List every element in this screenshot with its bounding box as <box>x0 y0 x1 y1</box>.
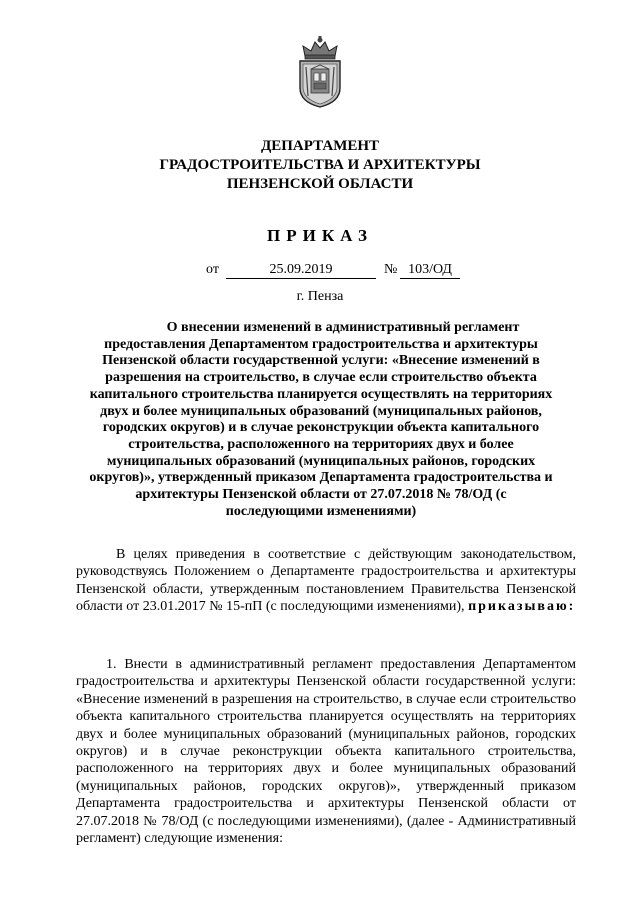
date-prefix: от <box>206 262 219 277</box>
order-title-text: О внесении изменений в административный регламент предоставления Департаментом градостроительства и архитектуры Пензенской области государственной услуги: «Внесение изменений в разрешения на строительство, в случае если строительство объекта капитального строительства планируется осуществлять на территориях двух и более муниципальных образований (муниципальных районов, городских округов) и в случае реконструкции объекта капитального строительства, расположенного на территориях двух и более муниципальных образований (муниципальных районов, городских округов)», утвержденный приказом Департамента градостроительства и архитектуры Пензенской области от 27.07.2018 № 78/ОД (с последующими изменениями) <box>89 320 553 519</box>
item-1-text: 1. Внести в административный регламент предоставления Департаментом градостроительства и архитектуры Пензенской области государственной услуги: «Внесение изменений в разрешения на строительство, в случае если строительство объекта капитального строительства планируется осуществлять на территориях двух и более муниципальных образований (муниципальных районов, городских округов) и в случае реконструкции объекта капитального строительства, расположенного на территориях двух и более муниципальных образований (муниципальных районов, городских округов)», утвержденный приказом Департамента градостроительства и архитектуры Пензенской области от 27.07.2018 № 78/ОД (с последующими изменениями), (далее - Административный регламент) следующие изменения: <box>76 657 576 847</box>
coat-of-arms-emblem <box>291 36 349 108</box>
department-name-line-1: ДЕПАРТАМЕНТ <box>260 138 380 154</box>
order-heading: ПРИКАЗ <box>267 226 373 245</box>
order-title <box>86 320 556 520</box>
order-date: 25.09.2019 <box>226 262 376 279</box>
item-1-paragraph <box>76 656 576 847</box>
date-number-line <box>0 262 640 282</box>
order-number: 103/ОД <box>400 262 460 279</box>
department-name-line-3: ПЕНЗЕНСКОЙ ОБЛАСТИ <box>226 176 414 192</box>
preamble-text: В целях приведения в соответствие с действующим законодательством, руководствуясь Положением о Департаменте градостроительства и архитектуры Пензенской области, утвержденным постановлением Правительства Пензенской области от 23.01.2017 № 15-пП (с последующими изменениями), <box>76 547 576 615</box>
department-name-line-2: ГРАДОСТРОИТЕЛЬСТВА И АРХИТЕКТУРЫ <box>159 157 481 173</box>
order-verb: приказываю: <box>468 599 576 615</box>
number-prefix: № <box>384 262 398 277</box>
city: г. Пенза <box>296 289 344 304</box>
preamble-paragraph <box>76 546 576 616</box>
